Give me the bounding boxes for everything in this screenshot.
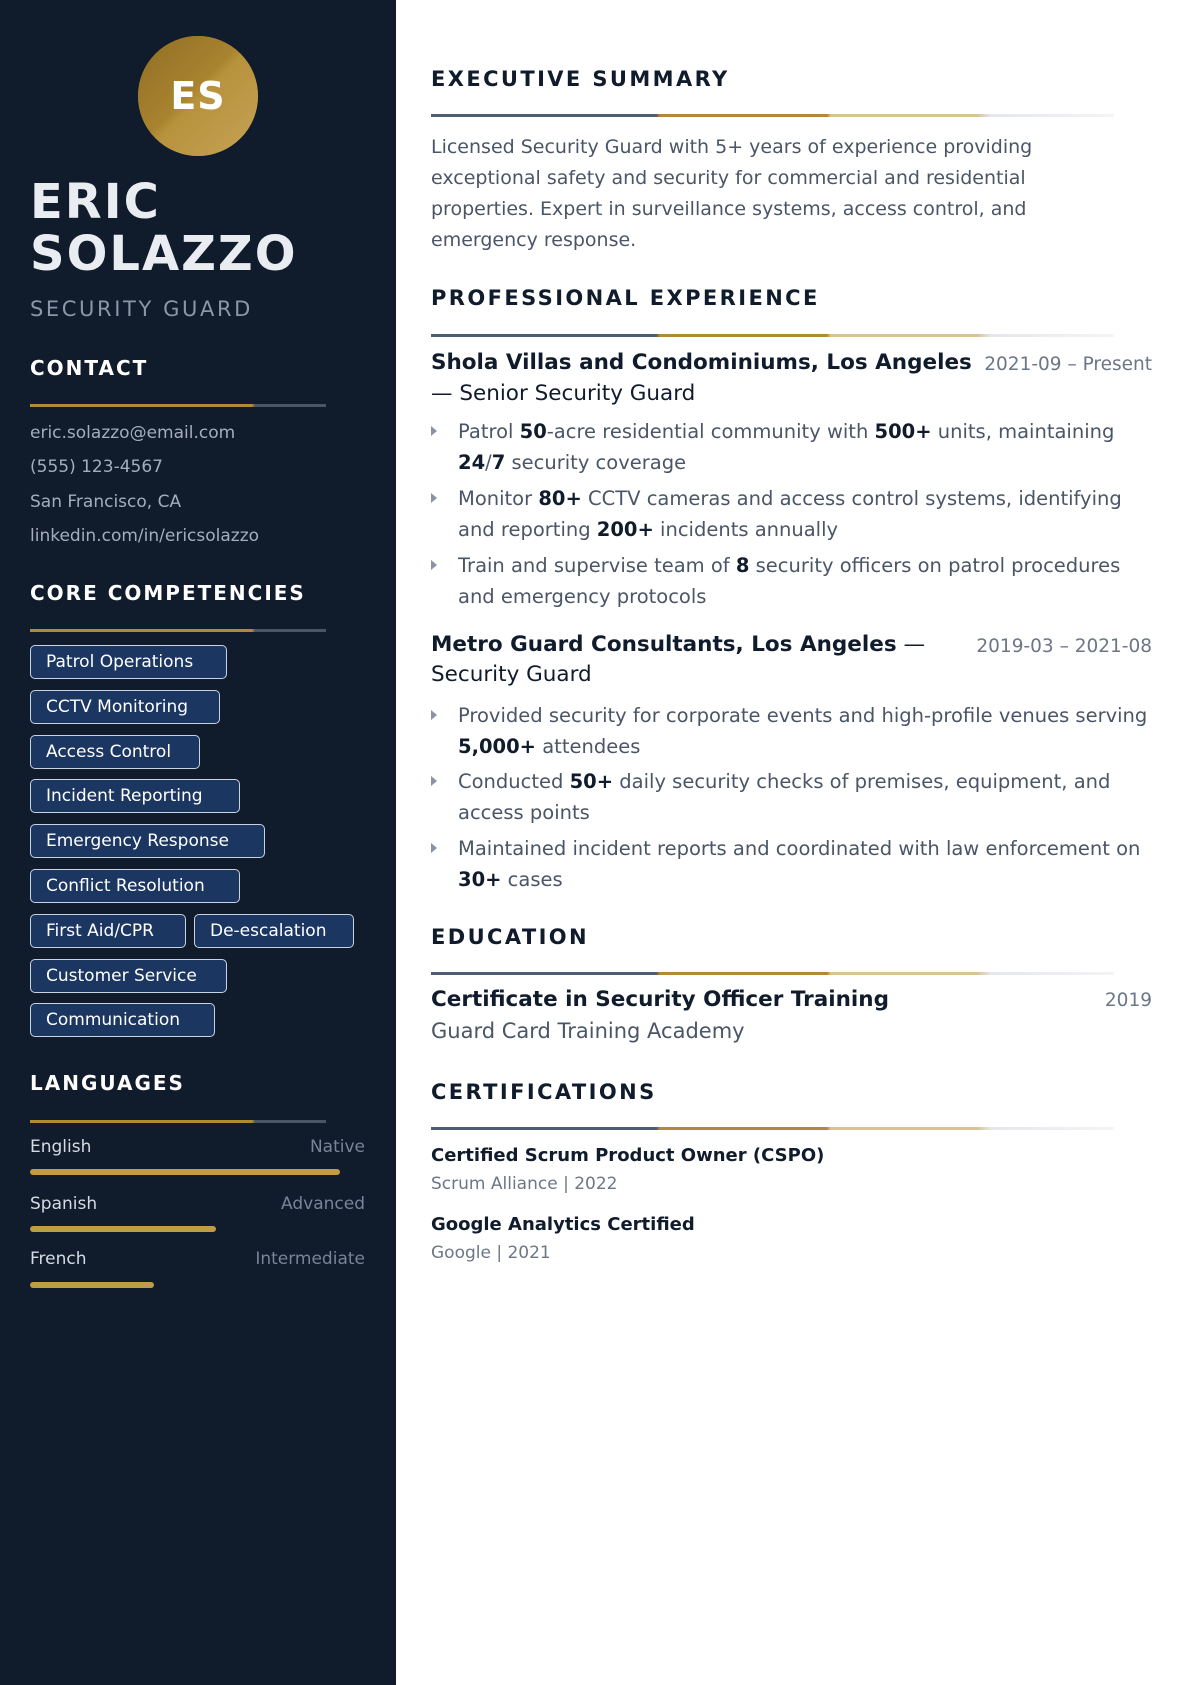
language-level: Advanced (281, 1194, 365, 1214)
contact-heading: CONTACT (30, 356, 149, 380)
certifications-divider (431, 1127, 1114, 1130)
bullet-text: Train and supervise team of 8 security officers on patrol procedures and emergency protocols (458, 554, 1121, 608)
job-dates: 2019-03 – 2021-08 (976, 636, 1152, 657)
language-level: Native (309, 1137, 365, 1157)
bullet-highlight: 7 (491, 451, 506, 474)
bullet-text: Provided security for corporate events and high-profile venues serving 5,000+ attendees (458, 704, 1148, 758)
job-role: Security Guard (431, 662, 592, 687)
last-name: SOLAZZO (30, 226, 298, 282)
language-name: English (30, 1137, 92, 1157)
bullet-highlight: 200+ (596, 518, 654, 541)
contact-phone[interactable]: (555) 123-4567 (30, 457, 163, 477)
competencies-heading: CORE COMPETENCIES (30, 581, 306, 605)
language-proficiency-bar (30, 1282, 154, 1288)
experience-divider (431, 334, 1114, 337)
avatar-initials: ES (170, 74, 226, 118)
skill-tag: Patrol Operations (30, 645, 227, 679)
education-year: 2019 (1104, 990, 1152, 1011)
bullet-highlight: 50+ (569, 770, 614, 793)
job-bullet (431, 483, 1151, 545)
certification-meta: Google | 2021 (431, 1243, 551, 1263)
skill-tag: Access Control (30, 735, 200, 769)
language-proficiency-bar (30, 1226, 216, 1232)
language-level: Intermediate (255, 1249, 365, 1269)
certification-name: Certified Scrum Product Owner (CSPO) (431, 1145, 825, 1166)
skill-tag: First Aid/CPR (30, 914, 186, 948)
bullet-highlight: 80+ (538, 487, 582, 510)
bullet-highlight: 24 (458, 451, 486, 474)
skill-tag: CCTV Monitoring (30, 690, 220, 724)
skill-tag: Emergency Response (30, 824, 265, 858)
education-divider (431, 972, 1114, 975)
certification-name: Google Analytics Certified (431, 1214, 695, 1235)
bullet-text: Maintained incident reports and coordinated with law enforcement on 30+ cases (458, 837, 1141, 891)
job-company-suffix: — (896, 632, 925, 657)
language-proficiency-bar (30, 1169, 340, 1175)
bullet-triangle-icon (431, 426, 437, 436)
bullet-highlight: 8 (735, 554, 750, 577)
education-degree: Certificate in Security Officer Training (431, 987, 889, 1012)
skill-tag: Customer Service (30, 959, 227, 993)
contact-linkedin[interactable]: linkedin.com/in/ericsolazzo (30, 526, 260, 546)
job-bullet (431, 833, 1151, 895)
bullet-triangle-icon (431, 776, 437, 786)
job-bullet (431, 550, 1151, 612)
education-heading: EDUCATION (431, 925, 590, 949)
bullet-triangle-icon (431, 493, 437, 503)
main-content (396, 0, 1191, 1685)
job-company-name: Metro Guard Consultants, Los Angeles (431, 632, 897, 657)
bullet-text: Patrol 50-acre residential community with 500+ units, maintaining 24/7 security coverage (458, 420, 1115, 474)
summary-heading: EXECUTIVE SUMMARY (431, 67, 730, 91)
bullet-text: Conducted 50+ daily security checks of premises, equipment, and access points (458, 770, 1111, 824)
languages-heading: LANGUAGES (30, 1071, 185, 1095)
bullet-triangle-icon (431, 560, 437, 570)
competencies-divider (30, 629, 326, 632)
contact-location: San Francisco, CA (30, 492, 182, 512)
certifications-heading: CERTIFICATIONS (431, 1080, 657, 1104)
bullet-highlight: 5,000+ (458, 735, 537, 758)
avatar (138, 36, 258, 156)
education-school: Guard Card Training Academy (431, 1019, 745, 1043)
bullet-text: Monitor 80+ CCTV cameras and access control systems, identifying and reporting 200+ incidents annually (458, 487, 1122, 541)
certification-meta: Scrum Alliance | 2022 (431, 1174, 618, 1194)
bullet-triangle-icon (431, 843, 437, 853)
summary-text: Licensed Security Guard with 5+ years of experience providing exceptional safety and security for commercial and residential properties. Expert in surveillance systems, access control, and emergency response. (431, 136, 1033, 251)
job-title: SECURITY GUARD (30, 297, 253, 321)
bullet-highlight: 50 (519, 420, 547, 443)
job-company: Shola Villas and Condominiums, Los Angeles (431, 350, 972, 375)
job-bullet (431, 766, 1151, 828)
skill-tag: Incident Reporting (30, 779, 240, 813)
skill-tag: Communication (30, 1003, 215, 1037)
bullet-triangle-icon (431, 710, 437, 720)
skill-tag: Conflict Resolution (30, 869, 240, 903)
language-name: Spanish (30, 1194, 98, 1214)
first-name: ERIC (30, 174, 161, 230)
summary-divider (431, 114, 1114, 117)
job-bullet (431, 700, 1151, 762)
sidebar (0, 0, 396, 1685)
bullet-highlight: 500+ (874, 420, 932, 443)
job-dates: 2021-09 – Present (984, 354, 1152, 375)
skill-tag: De-escalation (194, 914, 354, 948)
bullet-highlight: 30+ (458, 868, 502, 891)
languages-divider (30, 1120, 326, 1123)
contact-email[interactable]: eric.solazzo@email.com (30, 423, 236, 443)
job-company (431, 630, 925, 660)
contact-divider (30, 404, 326, 407)
language-name: French (30, 1249, 87, 1269)
job-role: — Senior Security Guard (431, 381, 696, 406)
job-bullet (431, 416, 1151, 478)
experience-heading: PROFESSIONAL EXPERIENCE (431, 286, 820, 310)
